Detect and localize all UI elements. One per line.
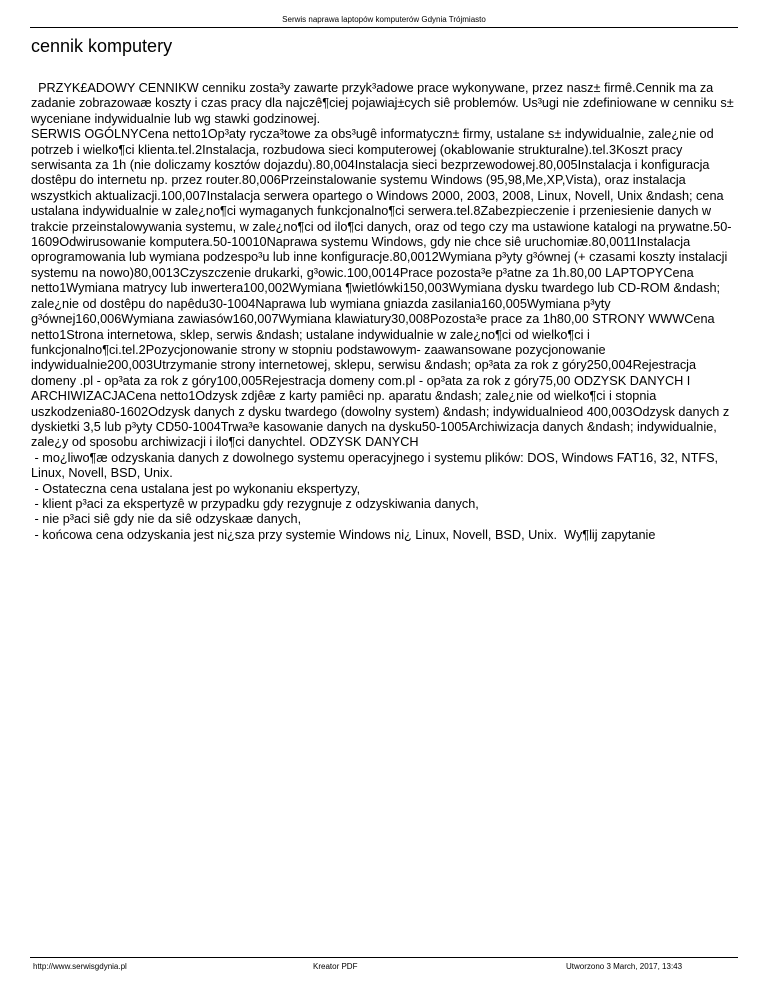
footer-timestamp: Utworzono 3 March, 2017, 13:43: [566, 962, 683, 971]
footer-url: http://www.serwisgdynia.pl: [33, 962, 127, 971]
bullet-item: - klient p³aci za ekspertyzê w przypadku gdy rezygnuje z odzyskiwania danych,: [31, 496, 479, 511]
bullet-item: - nie p³aci siê gdy nie da siê odzyskaæ danych,: [31, 512, 302, 527]
page-title: cennik komputery: [31, 36, 173, 56]
header-divider: [30, 27, 738, 28]
document-body: [31, 81, 741, 543]
bullet-item: - Ostateczna cena ustalana jest po wykonaniu ekspertyzy,: [31, 481, 361, 496]
price-list-paragraph: SERWIS OGÓLNYCena netto1Op³aty rycza³towe za obs³ugê informatyczn± firmy, ustalane s± indywidualnie, zale¿nie od potrzeb i wielko¶ci klienta.tel.2Instalacja, rozbudowa sieci komputerowej (okablowanie strukturalne).tel.3Koszt pracy serwisanta za 1h (nie doliczamy kosztów dojazdu).80,004Instalacja sieci bezprzewodowej.80,005Instalacja i konfiguracja dostêpu do internetu np. przez router.80,006Przeinstalowanie systemu Windows (95,98,Me,XP,Vista), oraz instalacja wszystkich aktualizacji.100,007Instalacja serwera opartego o Windows 2000, 2003, 2008, Linux, Novell, Unix &ndash; cena ustalana indywidualnie w zale¿no¶ci wymaganych funkcjonalno¶ci serwera.tel.8Zabezpieczenie i przeniesienie danych w trakcie przeinstalowywania systemu, w zale¿no¶ci od ilo¶ci danych, oraz od tego czy ma ustawione katalogi na prywatne.50-1609Odwirusowanie komputera.50-10010Naprawa systemu Windows, gdy nie chce siê uruchomiæ.80,0011Instalacja oprogramowania lub wymiana podzespo³u lub inne konfiguracje.80,0012Wymiana p³yty g³ównej (+ czasami koszty instalacji systemu na nowo)80,0013Czyszczenie drukarki, g³owic.100,0014Prace pozosta³e p³atne za 1h.80,00 LAPTOPYCena netto1Wymiana matrycy lub inwertera100,002Wymiana ¶wietlówki150,003Wymiana dysku twardego lub CD-ROM &ndash; zale¿nie od dostêpu do napêdu30-1004Naprawa lub wymiana gniazda zasilania160,005Wymiana p³yty g³ównej160,006Wymiana zawiasów160,007Wymiana klawiatury30,008Pozosta³e prace za 1h80,00 STRONY WWWCena netto1Strona internetowa, sklep, serwis &ndash; ustalane indywidualnie w zale¿no¶ci od wielko¶ci i funkcjonalno¶ci.tel.2Pozycjonowanie strony w stopniu podstawowym- zaawansowane pozycjonowanie indywidualnie200,003Utrzymanie strony internetowej, sklepu, serwisu &ndash; op³ata za rok z góry250,004Rejestracja domeny .pl - op³ata za rok z góry100,005Rejestracja domeny com.pl - op³ata za rok z góry75,00 ODZYSK DANYCH I ARCHIWIZACJACena netto1Odzysk zdjêæ z karty pamiêci np. aparatu &ndash; zale¿nie od wielko¶ci i stopnia uszkodzenia80-1602Odzysk danych z dysku twardego (dowolny system) &ndash; indywidualnieod 400,003Odzysk danych z dyskietki 3,5 lub p³yty CD50-1004Trwa³e kasowanie danych na dysku50-1005Archiwizacja danych &ndash; indywidualnie, zale¿y od sposobu archiwizacji i ilo¶ci danychtel. ODZYSK DANYCH: [31, 127, 732, 450]
document-header: Serwis naprawa laptopów komputerów Gdynia Trójmiasto: [282, 15, 486, 24]
footer-creator: Kreator PDF: [313, 962, 358, 971]
bullet-item-with-inquiry: - końcowa cena odzyskania jest ni¿sza przy systemie Windows ni¿ Linux, Novell, BSD, Unix. Wy¶lij zapytanie: [31, 527, 656, 542]
bullet-item: - mo¿liwo¶æ odzyskania danych z dowolnego systemu operacyjnego i systemu plików: DOS, Windows FAT16, 32, NTFS, Linux, Novell, BSD, Unix.: [31, 450, 722, 481]
footer-divider: [30, 957, 738, 958]
intro-paragraph: PRZYK£ADOWY CENNIKW cenniku zosta³y zawarte przyk³adowe prace wykonywane, przez nasz± firmê.Cennik ma za zadanie zobrazowaæ koszty i czas pracy dla najczê¶ciej pojawiaj±cych siê problemów. Us³ugi nie zdefiniowane w cenniku s± wyceniane indywidualnie lub wg stawki godzinowej.: [31, 81, 738, 126]
